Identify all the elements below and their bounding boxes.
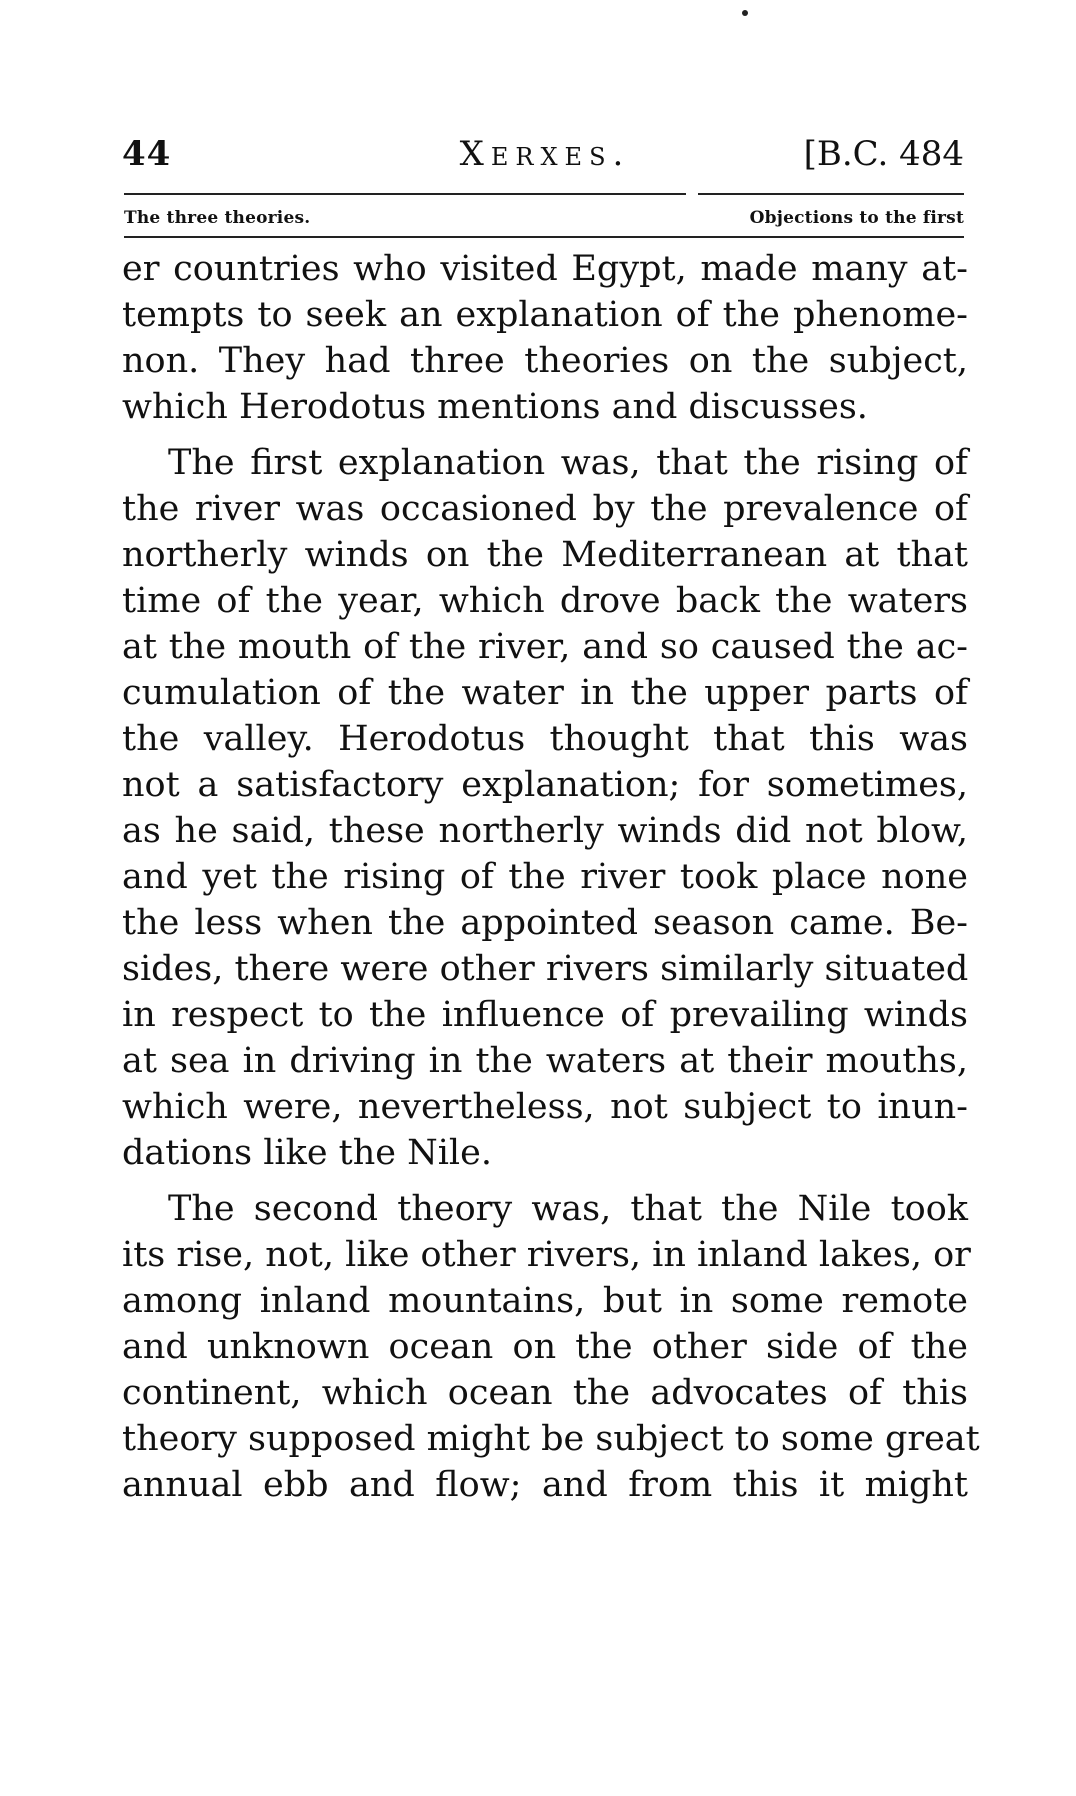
- page-header: [122, 124, 968, 180]
- text-line: which Herodotus mentions and discusses.: [122, 387, 868, 427]
- text-line: sides, there were other rivers similarly situated: [122, 949, 969, 989]
- text-line: its rise, not, like other rivers, in inland lakes, or: [122, 1235, 971, 1275]
- header-rule-right: [698, 193, 964, 195]
- header-rule-left: [124, 193, 686, 195]
- text-line: and yet the rising of the river took place none: [122, 857, 968, 897]
- text-line: and unknown ocean on the other side of the: [122, 1327, 968, 1367]
- text-line: the valley. Herodotus thought that this was: [122, 719, 968, 759]
- text-line: tempts to seek an explanation of the phenome-: [122, 295, 968, 335]
- text-line: er countries who visited Egypt, made many at-: [122, 249, 968, 289]
- ink-speck: [742, 10, 748, 16]
- text-line: the less when the appointed season came. Be-: [122, 903, 968, 943]
- text-line: as he said, these northerly winds did not blow,: [122, 811, 968, 851]
- body-text: [122, 246, 980, 1508]
- text-line: cumulation of the water in the upper parts of: [122, 673, 968, 713]
- text-line: The second theory was, that the Nile took: [168, 1189, 968, 1229]
- text-line: continent, which ocean the advocates of this: [122, 1373, 968, 1413]
- page-number: 44: [122, 134, 172, 174]
- text-line: The first explanation was, that the rising of: [168, 443, 968, 483]
- text-line: at the mouth of the river, and so caused the ac-: [122, 627, 968, 667]
- text-line: not a satisfactory explanation; for sometimes,: [122, 765, 968, 805]
- text-line: northerly winds on the Mediterranean at that: [122, 535, 968, 575]
- text-line: dations like the Nile.: [122, 1133, 492, 1173]
- text-line: in respect to the influence of prevailing winds: [122, 995, 968, 1035]
- sidenote-rule: [124, 236, 964, 238]
- text-line: annual ebb and flow; and from this it might: [122, 1465, 968, 1505]
- text-line: at sea in driving in the waters at their mouths,: [122, 1041, 968, 1081]
- text-line: time of the year, which drove back the waters: [122, 581, 968, 621]
- paragraph-gap: [122, 1176, 968, 1186]
- paragraph: [122, 246, 968, 430]
- paragraph-gap: [122, 430, 968, 440]
- paragraph: [122, 1186, 980, 1508]
- text-line: among inland mountains, but in some remote: [122, 1281, 968, 1321]
- text-line: the river was occasioned by the prevalence of: [122, 489, 968, 529]
- date-reference: [B.C. 484: [803, 134, 964, 174]
- text-line: theory supposed might be subject to some great: [122, 1419, 980, 1459]
- running-title: Xerxes.: [459, 134, 631, 174]
- text-line: which were, nevertheless, not subject to inun-: [122, 1087, 968, 1127]
- sidenote-right: Objections to the first: [749, 208, 964, 228]
- paragraph: [122, 440, 968, 1176]
- text-line: non. They had three theories on the subject,: [122, 341, 968, 381]
- sidenote-left: The three theories.: [124, 208, 311, 228]
